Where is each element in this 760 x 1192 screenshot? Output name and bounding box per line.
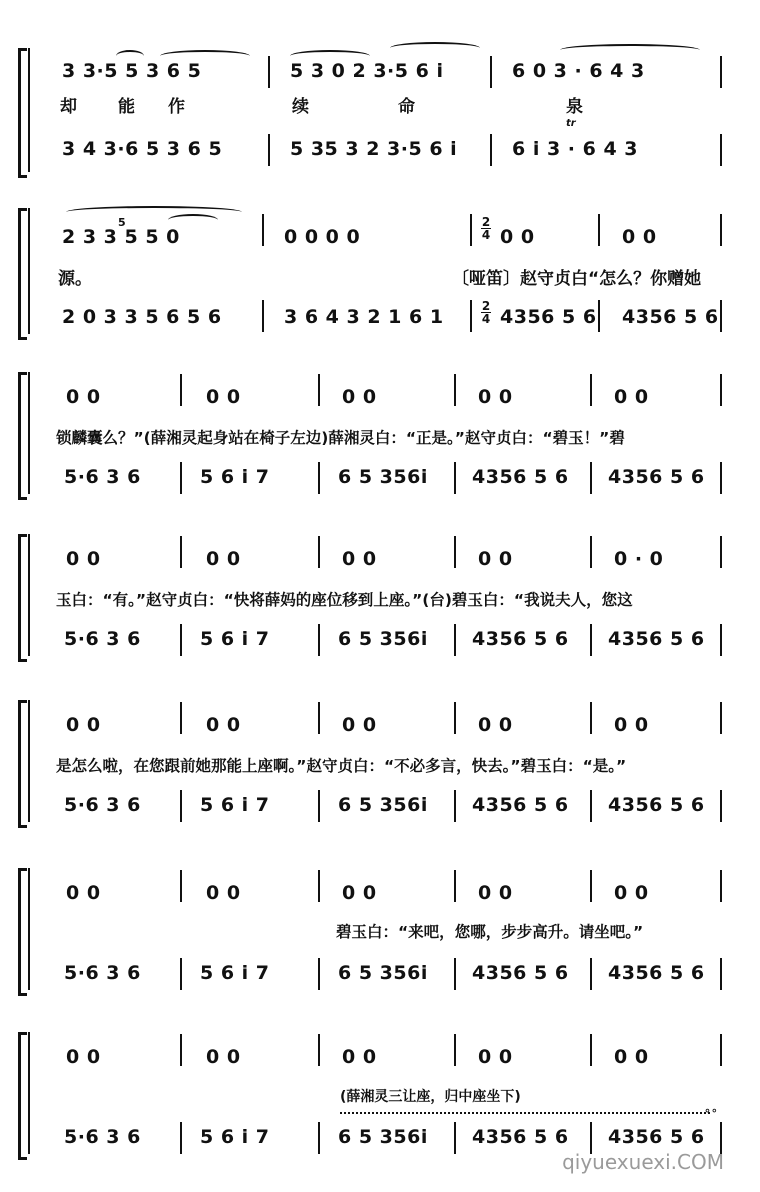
melody-measure-5: 0 · 0 xyxy=(614,548,664,570)
barline xyxy=(490,56,492,88)
melody-measure-3: 0 0 xyxy=(342,882,377,904)
accomp-measure-3: 6 5 356i xyxy=(338,962,428,984)
barline xyxy=(318,374,320,406)
accomp-measure-3: 6 5 356i xyxy=(338,794,428,816)
score-system-5 xyxy=(0,696,760,826)
stage-direction: (薛湘灵三让座，归中座坐下) xyxy=(340,1089,521,1105)
barline xyxy=(720,1034,722,1066)
melody-measure-5: 0 0 xyxy=(614,882,649,904)
lyric-text: 源。 xyxy=(58,269,92,289)
barline xyxy=(490,134,492,166)
barline xyxy=(454,870,456,902)
accomp-measure-3: 6 5 356i xyxy=(338,466,428,488)
melody-measure-4: 0 0 xyxy=(478,882,513,904)
barline xyxy=(720,300,722,332)
accomp-measure-4: 4356 5 6 xyxy=(472,794,569,816)
barline xyxy=(598,214,600,246)
barline xyxy=(590,790,592,822)
barline xyxy=(180,624,182,656)
accomp-measure-2: 5 6 i 7 xyxy=(200,794,270,816)
melody-measure-1: 0 0 xyxy=(66,1046,101,1068)
melody-measure-4: 0 0 xyxy=(478,1046,513,1068)
accomp-measure-2: 5 35 3 2 3·5 6 i xyxy=(290,138,458,160)
barline xyxy=(262,214,264,246)
barline xyxy=(720,870,722,902)
accomp-measure-5: 4356 5 6 xyxy=(608,1126,705,1148)
time-sig-numerator: 2 xyxy=(481,215,491,229)
melody-measure-4: 0 0 xyxy=(622,226,657,248)
system-bracket xyxy=(18,208,27,340)
barline xyxy=(454,1122,456,1154)
barline xyxy=(454,790,456,822)
dialogue-text: 碧玉白：“来吧，您哪，步步高升。请坐吧。” xyxy=(336,923,644,941)
barline xyxy=(318,870,320,902)
time-sig-denominator: 4 xyxy=(481,312,491,326)
barline xyxy=(720,56,722,88)
system-bracket xyxy=(18,372,27,500)
barline xyxy=(720,214,722,246)
slur xyxy=(390,42,480,54)
barline xyxy=(454,374,456,406)
barline xyxy=(318,702,320,734)
barline xyxy=(318,536,320,568)
barline xyxy=(454,702,456,734)
watermark: qiyuexuexi.COM xyxy=(562,1150,724,1174)
system-bracket xyxy=(18,48,27,178)
accomp-measure-3: 6 5 356i xyxy=(338,628,428,650)
accomp-measure-4: 4356 5 6 xyxy=(472,466,569,488)
melody-measure-3: 0 0 xyxy=(500,226,535,248)
barline xyxy=(720,702,722,734)
barline xyxy=(470,214,472,246)
dialogue-text: 〔哑笛〕赵守贞白“怎么？你赠她 xyxy=(452,269,702,289)
melody-measure-3: 6 0 3 · 6 4 3 xyxy=(512,60,645,82)
accomp-measure-4: 4356 5 6 xyxy=(472,962,569,984)
accomp-measure-2: 5 6 i 7 xyxy=(200,962,270,984)
system-line xyxy=(28,48,30,172)
melody-measure-1: 0 0 xyxy=(66,714,101,736)
dialogue-text: 玉白：“有。”赵守贞白：“快将薛妈的座位移到上座。”(台)碧玉白：“我说夫人，您这 xyxy=(56,591,633,609)
melody-measure-4: 0 0 xyxy=(478,386,513,408)
melody-measure-1: 0 0 xyxy=(66,882,101,904)
slur xyxy=(66,206,242,218)
barline xyxy=(720,134,722,166)
barline xyxy=(180,870,182,902)
accomp-measure-1: 5·6 3 6 xyxy=(64,962,141,984)
time-signature xyxy=(480,300,492,325)
barline xyxy=(318,958,320,990)
accomp-measure-5: 4356 5 6 xyxy=(608,628,705,650)
dotted-extension-line xyxy=(340,1112,710,1114)
lyric-char: 能 xyxy=(118,97,135,117)
lyric-char: 命 xyxy=(398,97,415,117)
barline xyxy=(720,958,722,990)
system-line xyxy=(28,208,30,334)
barline xyxy=(590,462,592,494)
melody-measure-2: 0 0 xyxy=(206,548,241,570)
barline xyxy=(180,1122,182,1154)
barline xyxy=(268,56,270,88)
lyric-char: 作 xyxy=(168,97,185,117)
melody-measure-3: 0 0 xyxy=(342,1046,377,1068)
system-line xyxy=(28,700,30,822)
barline xyxy=(720,624,722,656)
barline xyxy=(180,374,182,406)
extension-end-circles: ∘∘ xyxy=(704,1104,718,1117)
barline xyxy=(318,1122,320,1154)
barline xyxy=(318,1034,320,1066)
melody-measure-1: 0 0 xyxy=(66,386,101,408)
dialogue-text: 锁麟囊么？”(薛湘灵起身站在椅子左边)薛湘灵白：“正是。”赵守贞白：“碧玉！”碧 xyxy=(56,429,625,447)
barline xyxy=(180,958,182,990)
accomp-measure-4: 4356 5 6 xyxy=(472,628,569,650)
barline xyxy=(598,300,600,332)
barline xyxy=(180,1034,182,1066)
system-bracket xyxy=(18,1032,27,1160)
lyric-char: 却 xyxy=(60,97,77,117)
melody-measure-5: 0 0 xyxy=(614,714,649,736)
barline xyxy=(454,958,456,990)
barline xyxy=(720,790,722,822)
melody-measure-2: 0 0 xyxy=(206,882,241,904)
barline xyxy=(454,536,456,568)
melody-measure-1: 0 0 xyxy=(66,548,101,570)
melody-measure-3: 0 0 xyxy=(342,714,377,736)
accomp-measure-4: 4356 5 6 xyxy=(622,306,719,328)
barline xyxy=(180,702,182,734)
barline xyxy=(720,462,722,494)
barline xyxy=(454,1034,456,1066)
melody-measure-2: 5 3 0 2 3·5 6 i xyxy=(290,60,444,82)
slur xyxy=(560,44,700,56)
system-line xyxy=(28,1032,30,1154)
system-line xyxy=(28,372,30,494)
melody-measure-4: 0 0 xyxy=(478,714,513,736)
barline xyxy=(262,300,264,332)
accomp-measure-3: 4356 5 6 xyxy=(500,306,597,328)
dialogue-text: 是怎么啦，在您跟前她那能上座啊。”赵守贞白：“不必多言，快去。”碧玉白：“是。” xyxy=(56,757,627,775)
barline xyxy=(454,624,456,656)
barline xyxy=(318,790,320,822)
melody-measure-2: 0 0 xyxy=(206,386,241,408)
melody-measure-5: 0 0 xyxy=(614,1046,649,1068)
accomp-measure-1: 5·6 3 6 xyxy=(64,628,141,650)
barline xyxy=(470,300,472,332)
trill-mark: tr xyxy=(566,118,576,129)
barline xyxy=(318,624,320,656)
barline xyxy=(720,374,722,406)
system-bracket xyxy=(18,868,27,996)
barline xyxy=(590,870,592,902)
accomp-measure-5: 4356 5 6 xyxy=(608,962,705,984)
score-system-6 xyxy=(0,864,760,994)
score-system-3 xyxy=(0,368,760,498)
barline xyxy=(318,462,320,494)
time-sig-numerator: 2 xyxy=(481,299,491,313)
accomp-measure-5: 4356 5 6 xyxy=(608,466,705,488)
barline xyxy=(454,462,456,494)
barline xyxy=(590,958,592,990)
grace-note: 5 xyxy=(118,216,126,229)
barline xyxy=(590,702,592,734)
barline xyxy=(590,624,592,656)
barline xyxy=(590,374,592,406)
barline xyxy=(590,536,592,568)
melody-measure-2: 0 0 xyxy=(206,714,241,736)
melody-measure-1: 2 3 3 5 5 0 xyxy=(62,226,180,248)
slur xyxy=(168,214,218,226)
barline xyxy=(180,790,182,822)
accomp-measure-1: 5·6 3 6 xyxy=(64,794,141,816)
lyric-char: 泉 xyxy=(566,97,583,117)
accomp-measure-3: 6 5 356i xyxy=(338,1126,428,1148)
accomp-measure-2: 5 6 i 7 xyxy=(200,628,270,650)
accomp-measure-1: 5·6 3 6 xyxy=(64,1126,141,1148)
accomp-measure-2: 5 6 i 7 xyxy=(200,1126,270,1148)
melody-measure-2: 0 0 xyxy=(206,1046,241,1068)
melody-measure-3: 0 0 xyxy=(342,386,377,408)
score-system-2 xyxy=(0,202,760,342)
barline xyxy=(180,462,182,494)
accomp-measure-1: 3 4 3·6 5 3 6 5 xyxy=(62,138,223,160)
accomp-measure-4: 4356 5 6 xyxy=(472,1126,569,1148)
melody-measure-1: 3 3·5 5 3 6 5 xyxy=(62,60,202,82)
time-sig-denominator: 4 xyxy=(481,228,491,242)
barline xyxy=(180,536,182,568)
system-bracket xyxy=(18,534,27,662)
lyric-char: 续 xyxy=(292,97,309,117)
accomp-measure-5: 4356 5 6 xyxy=(608,794,705,816)
accomp-measure-2: 3 6 4 3 2 1 6 1 xyxy=(284,306,444,328)
time-signature xyxy=(480,216,492,241)
accomp-measure-2: 5 6 i 7 xyxy=(200,466,270,488)
barline xyxy=(268,134,270,166)
accomp-measure-1: 2 0 3 3 5 6 5 6 xyxy=(62,306,222,328)
melody-measure-4: 0 0 xyxy=(478,548,513,570)
accomp-measure-3: 6 i 3 · 6 4 3 xyxy=(512,138,639,160)
score-system-1 xyxy=(0,40,760,180)
system-bracket xyxy=(18,700,27,828)
barline xyxy=(590,1034,592,1066)
barline xyxy=(720,536,722,568)
accomp-measure-1: 5·6 3 6 xyxy=(64,466,141,488)
score-system-4 xyxy=(0,530,760,660)
score-system-7 xyxy=(0,1028,760,1158)
melody-measure-3: 0 0 xyxy=(342,548,377,570)
system-line xyxy=(28,868,30,990)
melody-measure-2: 0 0 0 0 xyxy=(284,226,361,248)
system-line xyxy=(28,534,30,656)
melody-measure-5: 0 0 xyxy=(614,386,649,408)
